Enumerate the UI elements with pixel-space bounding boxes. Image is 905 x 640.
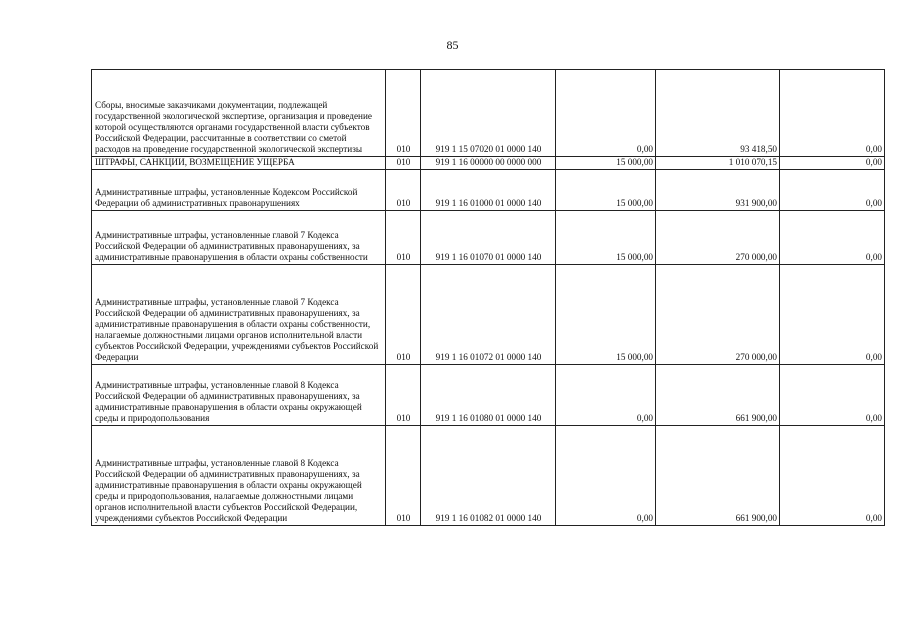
row-other-amount: 0,00 — [780, 264, 885, 364]
row-kbk: 919 1 16 01000 01 0000 140 — [421, 169, 556, 210]
row-kbk: 919 1 15 07020 01 0000 140 — [421, 70, 556, 157]
row-kbk: 919 1 16 01082 01 0000 140 — [421, 425, 556, 525]
row-kbk: 919 1 16 01080 01 0000 140 — [421, 364, 556, 425]
row-name: Административные штрафы, установленные главой 8 Кодекса Российской Федерации об административных правонарушениях, за административные правонарушения в области охраны окружающей среды и природопользования — [92, 364, 386, 425]
row-other-amount: 0,00 — [780, 157, 885, 170]
row-fact-amount: 661 900,00 — [656, 425, 780, 525]
row-other-amount: 0,00 — [780, 210, 885, 264]
table-row — [92, 425, 885, 525]
row-code: 010 — [386, 425, 421, 525]
table-row — [92, 157, 885, 170]
row-other-amount: 0,00 — [780, 70, 885, 157]
row-fact-amount: 93 418,50 — [656, 70, 780, 157]
row-fact-amount: 661 900,00 — [656, 364, 780, 425]
row-fact-amount: 931 900,00 — [656, 169, 780, 210]
row-name: Административные штрафы, установленные главой 7 Кодекса Российской Федерации об административных правонарушениях, за административные правонарушения в области охраны собственности — [92, 210, 386, 264]
row-code: 010 — [386, 210, 421, 264]
row-plan-amount: 15 000,00 — [556, 157, 656, 170]
row-name: Административные штрафы, установленные Кодексом Российской Федерации об административных правонарушениях — [92, 169, 386, 210]
row-plan-amount: 15 000,00 — [556, 264, 656, 364]
row-kbk: 919 1 16 01072 01 0000 140 — [421, 264, 556, 364]
row-fact-amount: 270 000,00 — [656, 210, 780, 264]
row-plan-amount: 0,00 — [556, 364, 656, 425]
row-code: 010 — [386, 70, 421, 157]
row-code: 010 — [386, 157, 421, 170]
row-name: Административные штрафы, установленные главой 7 Кодекса Российской Федерации об административных правонарушениях, за административные правонарушения в области охраны собственности, налагаемые должностными лицами органов исполнительной власти субъектов Российской Федерации, учреждениями субъектов Российской Федерации — [92, 264, 386, 364]
row-kbk: 919 1 16 01070 01 0000 140 — [421, 210, 556, 264]
row-plan-amount: 0,00 — [556, 425, 656, 525]
table-row — [92, 210, 885, 264]
row-code: 010 — [386, 364, 421, 425]
table-row — [92, 70, 885, 157]
row-name: ШТРАФЫ, САНКЦИИ, ВОЗМЕЩЕНИЕ УЩЕРБА — [92, 157, 386, 170]
row-fact-amount: 270 000,00 — [656, 264, 780, 364]
row-name: Административные штрафы, установленные главой 8 Кодекса Российской Федерации об административных правонарушениях, за административные правонарушения в области охраны окружающей среды и природопользования, налагаемые должностными лицами органов исполнительной власти субъектов Российской Федерации, учреждениями субъектов Российской Федерации — [92, 425, 386, 525]
row-kbk: 919 1 16 00000 00 0000 000 — [421, 157, 556, 170]
page-number: 85 — [446, 38, 459, 52]
row-other-amount: 0,00 — [780, 425, 885, 525]
row-other-amount: 0,00 — [780, 169, 885, 210]
row-code: 010 — [386, 169, 421, 210]
row-plan-amount: 0,00 — [556, 70, 656, 157]
table-row — [92, 169, 885, 210]
row-plan-amount: 15 000,00 — [556, 210, 656, 264]
row-fact-amount: 1 010 070,15 — [656, 157, 780, 170]
table-row — [92, 264, 885, 364]
row-other-amount: 0,00 — [780, 364, 885, 425]
table-row — [92, 364, 885, 425]
row-plan-amount: 15 000,00 — [556, 169, 656, 210]
budget-table — [91, 69, 885, 526]
row-name: Сборы, вносимые заказчиками документации, подлежащей государственной экологической экспертизе, организация и проведение которой осуществляются органами государственной власти субъектов Российской Федерации, рассчитанные в соответствии со сметой расходов на проведение государственной экологической экспертизы — [92, 70, 386, 157]
row-code: 010 — [386, 264, 421, 364]
